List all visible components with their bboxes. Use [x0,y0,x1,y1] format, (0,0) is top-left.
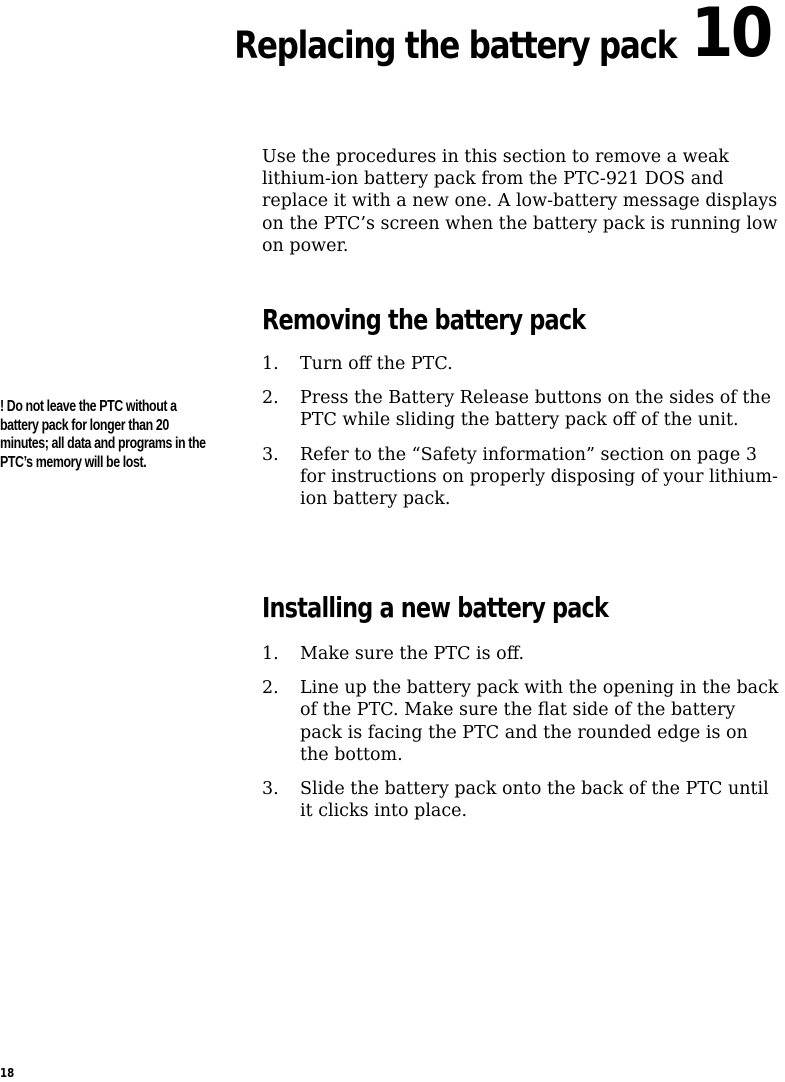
step-number: 1. [262,644,279,664]
chapter-number: 10 [691,0,771,73]
intro-paragraph: Use the procedures in this section to remove a weak lithium-ion battery pack from the PTC-921 DOS and replace it with a new one. A low-battery message displays on the PTC’s screen when the battery pack is running low on power. [262,147,778,256]
step-number: 3. [262,779,279,800]
installing-steps-list [262,643,782,834]
list-item [262,444,782,511]
chapter-title-text: Replacing the battery pack [234,24,677,67]
section-heading-installing: Installing a new battery pack [262,591,609,624]
warning-note: ! Do not leave the PTC without a battery pack for longer than 20 minutes; all data and programs in the PTC’s memory will be lost. [0,398,206,471]
page-number: 18 [0,1066,15,1080]
list-item [262,677,782,766]
step-text: Refer to the “Safety information” section on page 3 for instructions on properly disposing of your lithium-ion battery pack. [300,444,778,510]
list-item [262,778,782,822]
step-text: Make sure the PTC is off. [300,644,525,664]
chapter-title [150,0,771,73]
step-number: 1. [262,354,279,374]
step-text: Slide the battery pack onto the back of the PTC until it clicks into place. [300,779,769,822]
step-text: Turn off the PTC. [300,354,453,374]
step-number: 2. [262,678,279,699]
step-number: 2. [262,388,279,409]
list-item [262,387,782,431]
removing-steps-list [262,353,782,522]
step-text: Press the Battery Release buttons on the sides of the PTC while sliding the battery pack off of the unit. [300,388,771,431]
step-text: Line up the battery pack with the opening in the back of the PTC. Make sure the flat side of the battery pack is facing the PTC and the rounded edge is on the bottom. [300,678,779,765]
list-item [262,353,782,375]
step-number: 3. [262,444,279,465]
list-item [262,643,782,665]
section-heading-removing: Removing the battery pack [262,303,586,336]
